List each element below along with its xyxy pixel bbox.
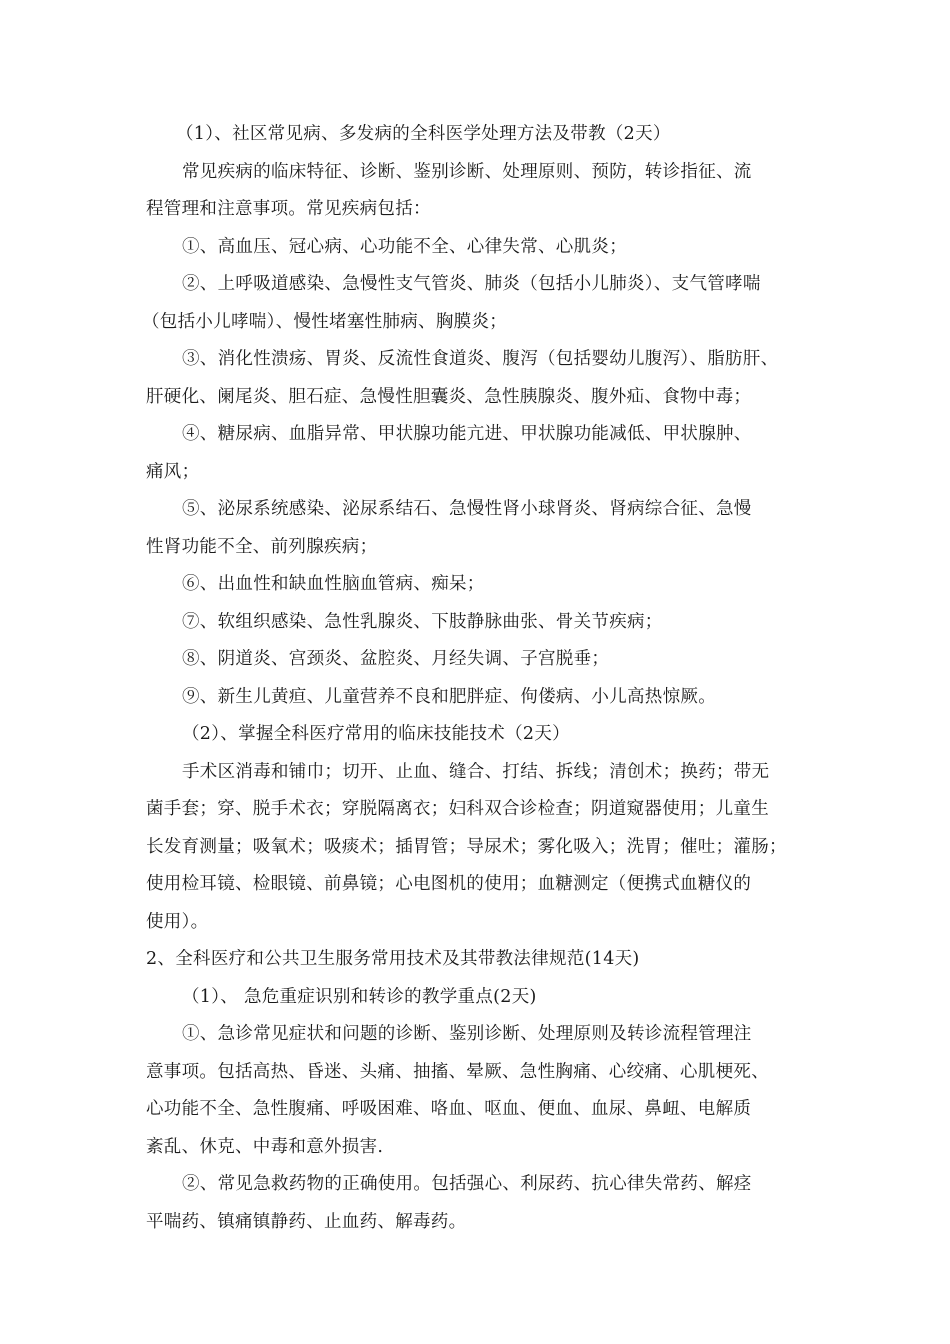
list-item-4-cont: 痛风； bbox=[146, 461, 200, 482]
list-item-6: ⑥、出血性和缺血性脑血管病、痴呆； bbox=[182, 574, 485, 594]
document-body bbox=[142, 116, 816, 1241]
list-item-1-cont: 紊乱、休克、中毒和意外损害. bbox=[146, 1136, 384, 1157]
list-item-3: ③、消化性溃疡、胃炎、反流性食道炎、腹泻（包括婴幼儿腹泻）、脂肪肝、 bbox=[182, 349, 779, 369]
paragraph-line: 手术区消毒和铺巾；切开、止血、缝合、打结、拆线；清创术；换药；带无 bbox=[182, 761, 770, 782]
list-item-2-cont: （包括小儿哮喘）、慢性堵塞性肺病、胸膜炎； bbox=[142, 311, 508, 332]
list-item-7: ⑦、软组织感染、急性乳腺炎、下肢静脉曲张、骨关节疾病； bbox=[182, 611, 663, 632]
list-item-2: ②、上呼吸道感染、急慢性支气管炎、肺炎（包括小儿肺炎）、支气管哮喘 bbox=[182, 274, 761, 294]
paragraph-line: 长发育测量；吸氧术；吸痰术；插胃管；导尿术；雾化吸入；洗胃；催吐；灌肠； bbox=[146, 836, 787, 857]
list-item-1-cont: 心功能不全、急性腹痛、呼吸困难、咯血、呕血、便血、血尿、鼻衄、电解质 bbox=[146, 1099, 752, 1119]
list-item-5-cont: 性肾功能不全、前列腺疾病； bbox=[146, 536, 378, 557]
paragraph-line: 使用）。 bbox=[146, 911, 209, 932]
paragraph-line: 使用检耳镜、检眼镜、前鼻镜；心电图机的使用；血糖测定（便携式血糖仪的 bbox=[146, 874, 752, 894]
list-item-9: ⑨、新生儿黄疸、儿童营养不良和肥胖症、佝偻病、小儿高热惊厥。 bbox=[182, 686, 716, 707]
list-item-4: ④、糖尿病、血脂异常、甲状腺功能亢进、甲状腺功能减低、甲状腺肿、 bbox=[182, 424, 752, 444]
list-item-1-cont: 意事项。包括高热、昏迷、头痛、抽搐、晕厥、急性胸痛、心绞痛、心肌梗死、 bbox=[146, 1061, 769, 1082]
chapter-heading-2: 2、全科医疗和公共卫生服务常用技术及其带教法律规范(14天) bbox=[146, 949, 640, 969]
list-item-3-cont: 肝硬化、阑尾炎、胆石症、急慢性胆囊炎、急性胰腺炎、腹外疝、食物中毒； bbox=[146, 386, 752, 407]
section-heading-2: （2）、掌握全科医疗常用的临床技能技术（2天） bbox=[182, 724, 570, 744]
section-heading-1: （1）、社区常见病、多发病的全科医学处理方法及带教（2天） bbox=[176, 124, 671, 144]
paragraph-line: 程管理和注意事项。常见疾病包括： bbox=[146, 199, 431, 219]
list-item-2: ②、常见急救药物的正确使用。包括强心、利尿药、抗心律失常药、解痉 bbox=[182, 1174, 752, 1194]
list-item-8: ⑧、阴道炎、宫颈炎、盆腔炎、月经失调、子宫脱垂； bbox=[182, 649, 610, 669]
list-item-2-cont: 平喘药、镇痛镇静药、止血药、解毒药。 bbox=[146, 1211, 467, 1232]
list-item-1: ①、急诊常见症状和问题的诊断、鉴别诊断、处理原则及转诊流程管理注 bbox=[182, 1024, 752, 1044]
paragraph-line: 常见疾病的临床特征、诊断、鉴别诊断、处理原则、预防，转诊指征、流 bbox=[182, 161, 752, 182]
list-item-1: ①、高血压、冠心病、心功能不全、心律失常、心肌炎； bbox=[182, 236, 627, 257]
section-heading-2-1: （1）、 急危重症识别和转诊的教学重点(2天) bbox=[182, 986, 537, 1007]
list-item-5: ⑤、泌尿系统感染、泌尿系结石、急慢性肾小球肾炎、肾病综合征、急慢 bbox=[182, 499, 752, 519]
paragraph-line: 菌手套；穿、脱手术衣；穿脱隔离衣；妇科双合诊检查；阴道窥器使用；儿童生 bbox=[146, 799, 769, 819]
